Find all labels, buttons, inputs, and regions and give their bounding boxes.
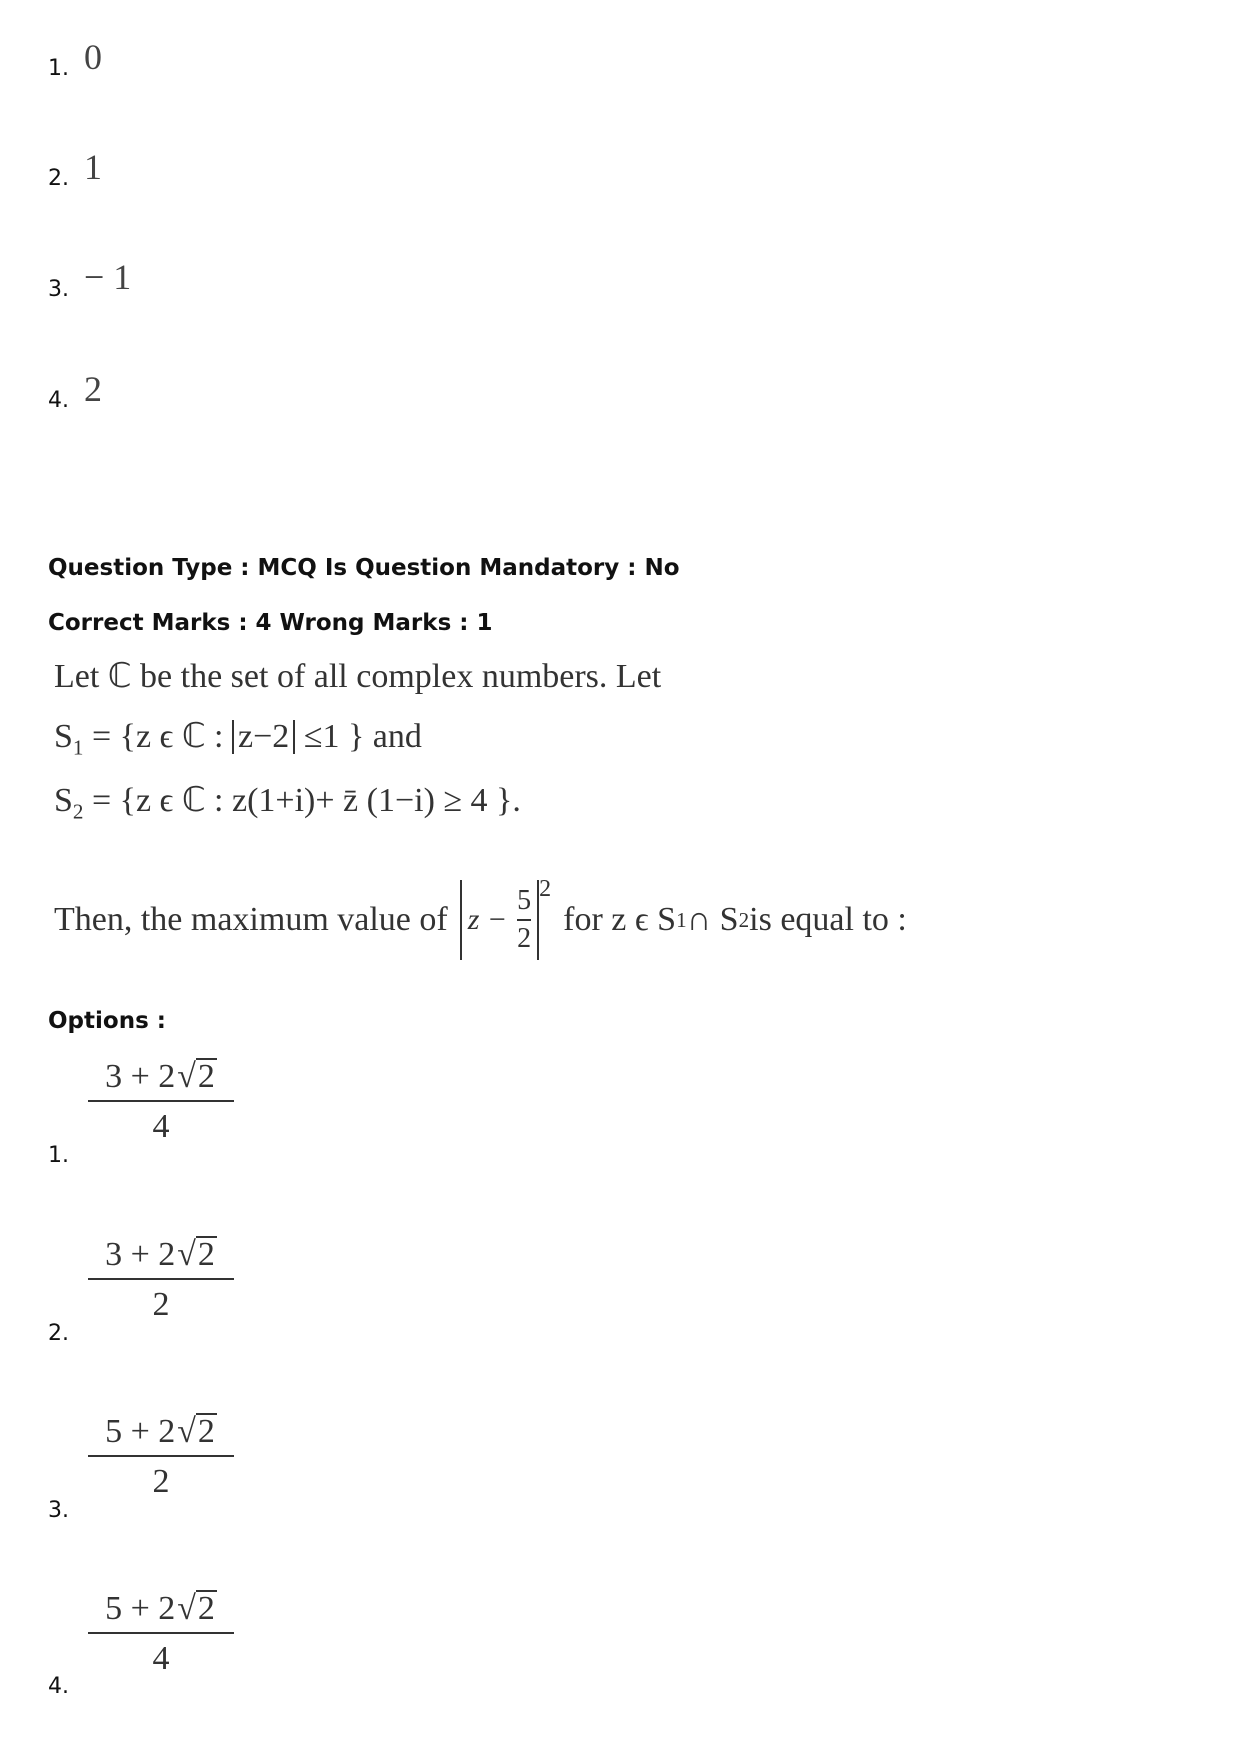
option-4-fraction: 5 + 2√2 4: [88, 1590, 234, 1678]
option-2-numerator: 3 + 2: [105, 1236, 176, 1273]
s2-subscript: 2: [72, 799, 84, 824]
option-1-fraction: 3 + 2√2 4: [88, 1058, 234, 1146]
options-label: Options :: [48, 1008, 166, 1034]
s1-subscript: 1: [72, 735, 84, 760]
prev-option-2-number: 2.: [48, 166, 69, 191]
exponent: 2: [539, 876, 552, 902]
option-4-number: 4.: [48, 1674, 69, 1699]
option-2-fraction: 3 + 2√2 2: [88, 1236, 234, 1324]
option-1-denominator: 4: [152, 1108, 170, 1145]
option-4-denominator: 4: [152, 1640, 170, 1677]
prev-option-1-value: 0: [84, 37, 102, 77]
option-1-numerator: 3 + 2: [105, 1058, 176, 1095]
fraction-numerator: 5: [517, 885, 532, 916]
option-2-root: 2: [197, 1236, 215, 1273]
s1-def-b: ≤1 } and: [295, 718, 422, 755]
for-text-b: ∩ S: [686, 901, 739, 938]
s2-def: = {z ϵ ℂ : z(1+i)+ z̄ (1−i) ≥ 4 }.: [83, 782, 521, 819]
option-1-root: 2: [197, 1058, 215, 1095]
question-s1-line: [54, 716, 422, 760]
prev-option-3-value: − 1: [84, 257, 132, 297]
option-4-root: 2: [197, 1590, 215, 1627]
fraction-denominator: 2: [517, 923, 532, 954]
s1-def-a: = {z ϵ ℂ :: [83, 718, 233, 755]
s1-abs: z−2: [232, 720, 295, 754]
prev-option-4-value: 2: [84, 369, 102, 409]
question-line-1: Let ℂ be the set of all complex numbers. Let: [54, 658, 662, 695]
option-3-root: 2: [197, 1413, 215, 1450]
prev-option-2-value: 1: [84, 147, 102, 187]
question-type-line: Question Type : MCQ Is Question Mandatory : No: [48, 555, 680, 581]
five-halves-fraction: [517, 887, 531, 953]
option-2-number: 2.: [48, 1321, 69, 1346]
question-then-line: Then, the maximum value of z − 5 2 2 for z ϵ S 1 ∩ S 2 is equal to :: [54, 880, 907, 960]
option-3-numerator: 5 + 2: [105, 1413, 176, 1450]
s2-label: S: [54, 782, 73, 819]
option-3-fraction: 5 + 2√2 2: [88, 1413, 234, 1501]
question-s2-line: [54, 780, 521, 824]
for-text-c: is equal to :: [749, 901, 907, 938]
option-3-number: 3.: [48, 1498, 69, 1523]
option-1-number: 1.: [48, 1143, 69, 1168]
abs-z: z −: [467, 903, 508, 936]
option-4-numerator: 5 + 2: [105, 1590, 176, 1627]
prev-option-3-number: 3.: [48, 277, 69, 302]
prev-option-1-number: 1.: [48, 56, 69, 81]
prev-option-4-number: 4.: [48, 388, 69, 413]
marks-line: Correct Marks : 4 Wrong Marks : 1: [48, 610, 493, 636]
option-2-denominator: 2: [152, 1286, 170, 1323]
then-text: Then, the maximum value of: [54, 901, 448, 938]
for-text-a: for z ϵ S: [563, 901, 677, 938]
s1-label: S: [54, 718, 73, 755]
abs-expression: [460, 880, 539, 960]
option-3-denominator: 2: [152, 1463, 170, 1500]
